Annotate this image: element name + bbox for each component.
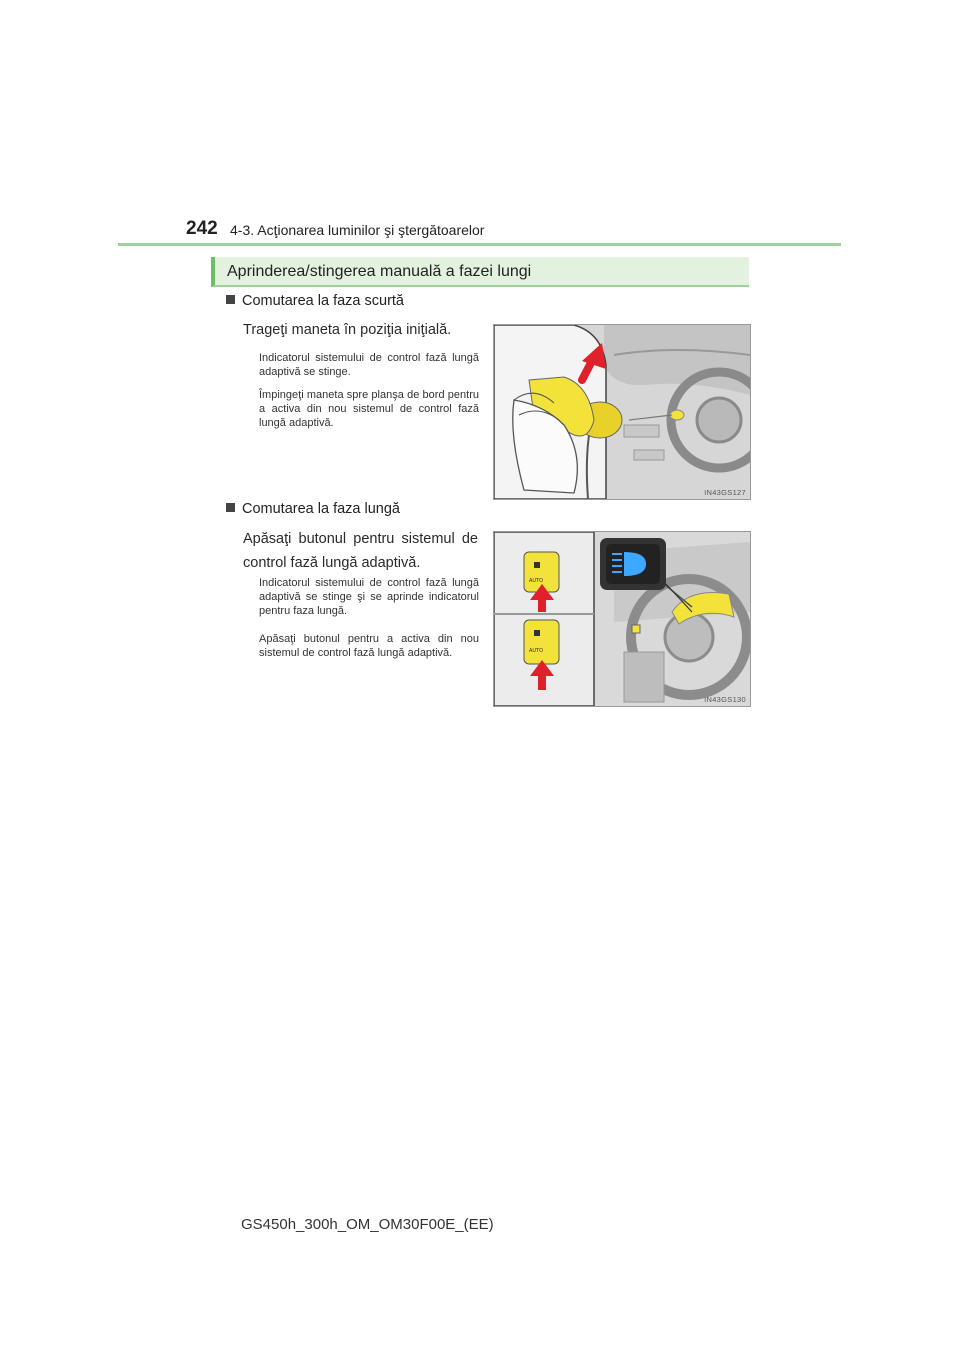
note-low-beam-1: Indicatorul sistemului de control fază lungă adaptivă se stinge. xyxy=(259,352,479,378)
section-heading-bar xyxy=(211,257,749,287)
section-heading: Aprinderea/stingerea manuală a fazei lungi xyxy=(227,263,532,280)
instruction-low-beam: Trageţi maneta în poziţia iniţială. xyxy=(243,322,452,338)
figure-lever-pull xyxy=(493,324,751,500)
header-divider xyxy=(118,243,841,246)
button-illustration xyxy=(494,532,750,706)
figure-code-2: IN43GS130 xyxy=(704,695,746,704)
section-title: 4-3. Acţionarea luminilor şi ştergătoarelor xyxy=(230,222,485,238)
figure-code-1: IN43GS127 xyxy=(704,488,746,497)
lever-illustration xyxy=(494,325,750,499)
subheading-low-beam xyxy=(226,293,404,309)
note-low-beam-2: Împingeţi maneta spre planşa de bord pentru a activa din nou sistemul de control fază lungă adaptivă. xyxy=(259,389,479,429)
subheading-low-beam-text: Comutarea la faza scurtă xyxy=(242,293,404,309)
square-bullet-icon xyxy=(226,295,235,304)
figure-auto-button xyxy=(493,531,751,707)
instruction-high-beam: Apăsaţi butonul pentru sistemul de control fază lungă adaptivă. xyxy=(243,531,478,571)
page-number: 242 xyxy=(186,218,218,239)
subheading-high-beam-text: Comutarea la faza lungă xyxy=(242,501,400,517)
note-high-beam-1: Indicatorul sistemului de control fază lungă adaptivă se stinge şi se aprinde indicatorul pentru faza lungă. xyxy=(259,577,479,617)
square-bullet-icon xyxy=(226,503,235,512)
auto-label-2: AUTO xyxy=(529,648,544,654)
note-high-beam-2: Apăsaţi butonul pentru a activa din nou sistemul de control fază lungă adaptivă. xyxy=(259,633,479,659)
auto-label-1: AUTO xyxy=(529,578,544,584)
subheading-high-beam xyxy=(226,501,400,517)
document-code: GS450h_300h_OM_OM30F00E_(EE) xyxy=(241,1216,494,1233)
